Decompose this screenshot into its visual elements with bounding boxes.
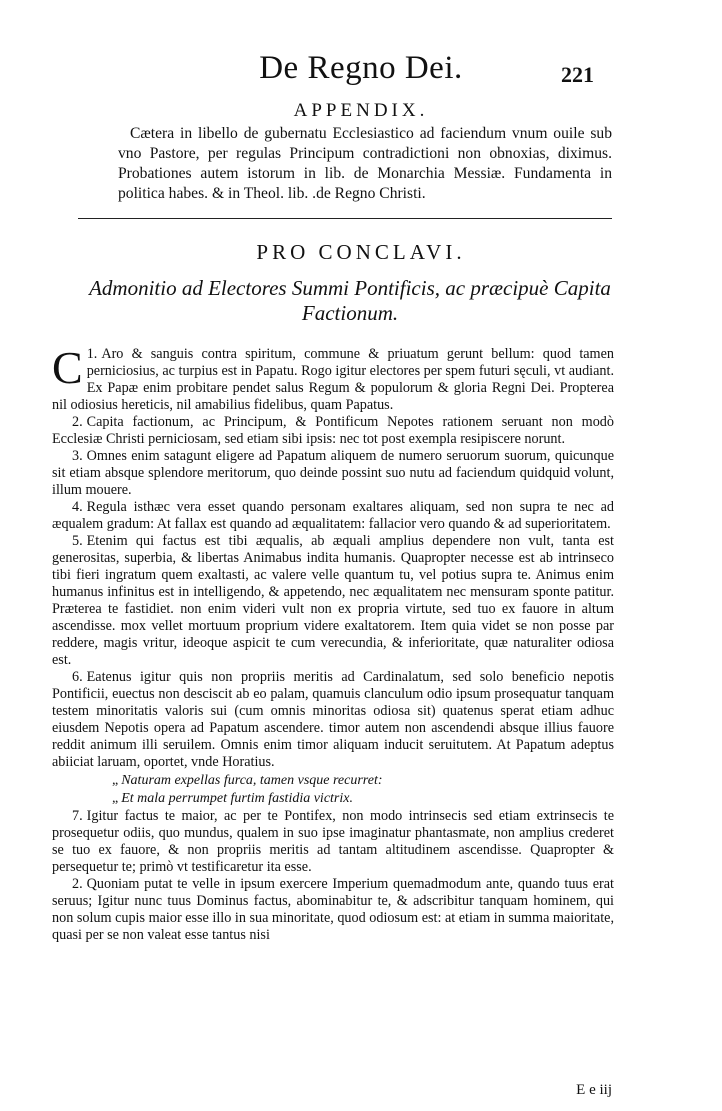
- paragraph-text: Aro & sanguis contra spiritum, commune & priuatum gerunt bellum: quod tamen perniciosius, ac turpius est in Papatu. Rogo igitur electores per spem futuri sęculi, vt audiant. Ex Papæ enim probitare pendet salus Regum & populorum & gloria Regni Dei. Propterea nil odiosius hereticis, nil amabilius fidelibus, quam Papatus.: [52, 346, 614, 413]
- section-divider: [78, 218, 612, 219]
- paragraph-text: Omnes enim satagunt eligere ad Papatum aliquem de numero seruorum suorum, quicunque sit etiam absque splendore meritorum, quo deinde possint suo nutu ad faciendum quidquid volunt, illum mouere.: [52, 448, 614, 498]
- paragraph-number: 3.: [72, 448, 83, 464]
- appendix-heading: APPENDIX.: [293, 100, 429, 121]
- paragraph-text: Quoniam putat te velle in ipsum exercere Imperium quemadmodum ante, quando tuus erat seruus; Igitur nunc tuus Dominus factus, abominabitur te, & adscribitur tanquam hominem, qui non solum cupis maior esse illo in sua minoritate, quod odiosum est: at etiam in summa maioritate, quasi per se non valeat esse tantus nisi: [52, 876, 614, 943]
- paragraph-text: Regula isthæc vera esset quando personam exaltares aliquam, sed non supra te nec ad æqualem gradum: At fallax est quando ad æqualitatem: fallacior vero quando & ad superioritatem.: [52, 499, 614, 532]
- signature-mark: E e iij: [576, 1082, 612, 1098]
- paragraph-number: 7.: [72, 808, 83, 824]
- quote-text: Naturam expellas furca, tamen vsque recurret:: [121, 773, 383, 788]
- section-heading: PRO CONCLAVI.: [256, 240, 466, 264]
- paragraph-6: [52, 669, 614, 771]
- paragraph-text: Capita factionum, ac Principum, & Pontificum Nepotes rationem seruant non modò Ecclesiæ Christi perniciosam, sed etiam sibi ipsis: nec tot post exempla resipiscere norunt.: [52, 414, 614, 447]
- paragraph-text: Etenim qui factus est tibi æqualis, ab æquali amplius dependere non vult, tanta est generositas, superbia, & libertas Animabus indita humanis. Quapropter necesse est ab intrinseco tibi fieri ingratum quem exaltasti, ac valere velle quantum tu, vel potius supra te. Animus enim humanus infinitus est in intelligendo, & appetendo, nec æqualitatem nec mensuram sponte patitur. Præterea te fastidiet. non enim videri vult non ex propria virtute, sed tuo ex fauore in altum ascendisse. mox vellet mortuum proprium videre exaltatorem. Item quia videt se non posse par reddere, magis vritur, ideoque aspicit te cum verecundia, & inferioritate, quæ naturaliter odiosa est.: [52, 533, 614, 668]
- drop-cap: C: [52, 342, 83, 393]
- quote-mark: „: [112, 791, 119, 806]
- paragraph-1: [52, 342, 614, 414]
- paragraph-text: Eatenus igitur quis non propriis meritis ad Cardinalatum, sed solo beneficio nepotis Pontificii, euectus non desciscit ab eo palam, quamuis clanculum odio ipsum prosequatur tanquam testem minoritatis valoris sui (cum omnis minoritas odiosa sit) quatenus sperat etiam adhuc eiusdem Nepotis opera ad Papatum ascendere. timor autem non ascendendi absque illius fauore reddit animum illi seruilem. Omnis enim timor aliquam inducit seruitutem. At Papatum adeptus abiiciat laruam, oportet, vnde Horatius.: [52, 669, 614, 770]
- running-title: De Regno Dei.: [259, 50, 463, 86]
- paragraph-5: [52, 533, 614, 669]
- paragraph-number: 2.: [72, 876, 83, 892]
- page-number: 221: [561, 62, 594, 87]
- paragraph-number: 2.: [72, 414, 83, 430]
- horace-quote-line-1: [112, 772, 614, 789]
- paragraph-4: [52, 499, 614, 533]
- quote-mark: „: [112, 773, 119, 788]
- paragraph-2: [52, 414, 614, 448]
- main-text: [52, 342, 614, 944]
- section-subtitle: Admonitio ad Electores Summi Pontificis, ac præcipuè Capita Factionum.: [89, 276, 611, 325]
- paragraph-7: [52, 808, 614, 876]
- paragraph-8: [52, 876, 614, 944]
- paragraph-text: Igitur factus te maior, ac per te Pontifex, non modo intrinsecis sed etiam extrinsecis te prosequetur odiis, quo mundus, qualem in suo ipse imaginatur phantasmate, non amplius crederet se tuo ex fauore, & non propriis meritis ad tantam altitudinem ascendisse. Quapropter & persequetur te; primò vt testificaretur ita esse.: [52, 808, 614, 875]
- paragraph-3: [52, 448, 614, 499]
- paragraph-number: 6.: [72, 669, 83, 685]
- paragraph-number: 1.: [86, 346, 98, 362]
- quote-text: Et mala perrumpet furtim fastidia victrix.: [121, 791, 353, 806]
- appendix-text: Cætera in libello de gubernatu Ecclesiastico ad faciendum vnum ouile sub vno Pastore, per regulas Principum contradictioni non obnoxias, diximus. Probationes autem istorum in lib. de Monarchia Messiæ. Fundamenta in politica habes. & in Theol. lib. .de Regno Christi.: [118, 125, 612, 202]
- horace-quote-line-2: [112, 790, 614, 807]
- paragraph-number: 5.: [72, 533, 83, 549]
- paragraph-number: 4.: [72, 499, 83, 515]
